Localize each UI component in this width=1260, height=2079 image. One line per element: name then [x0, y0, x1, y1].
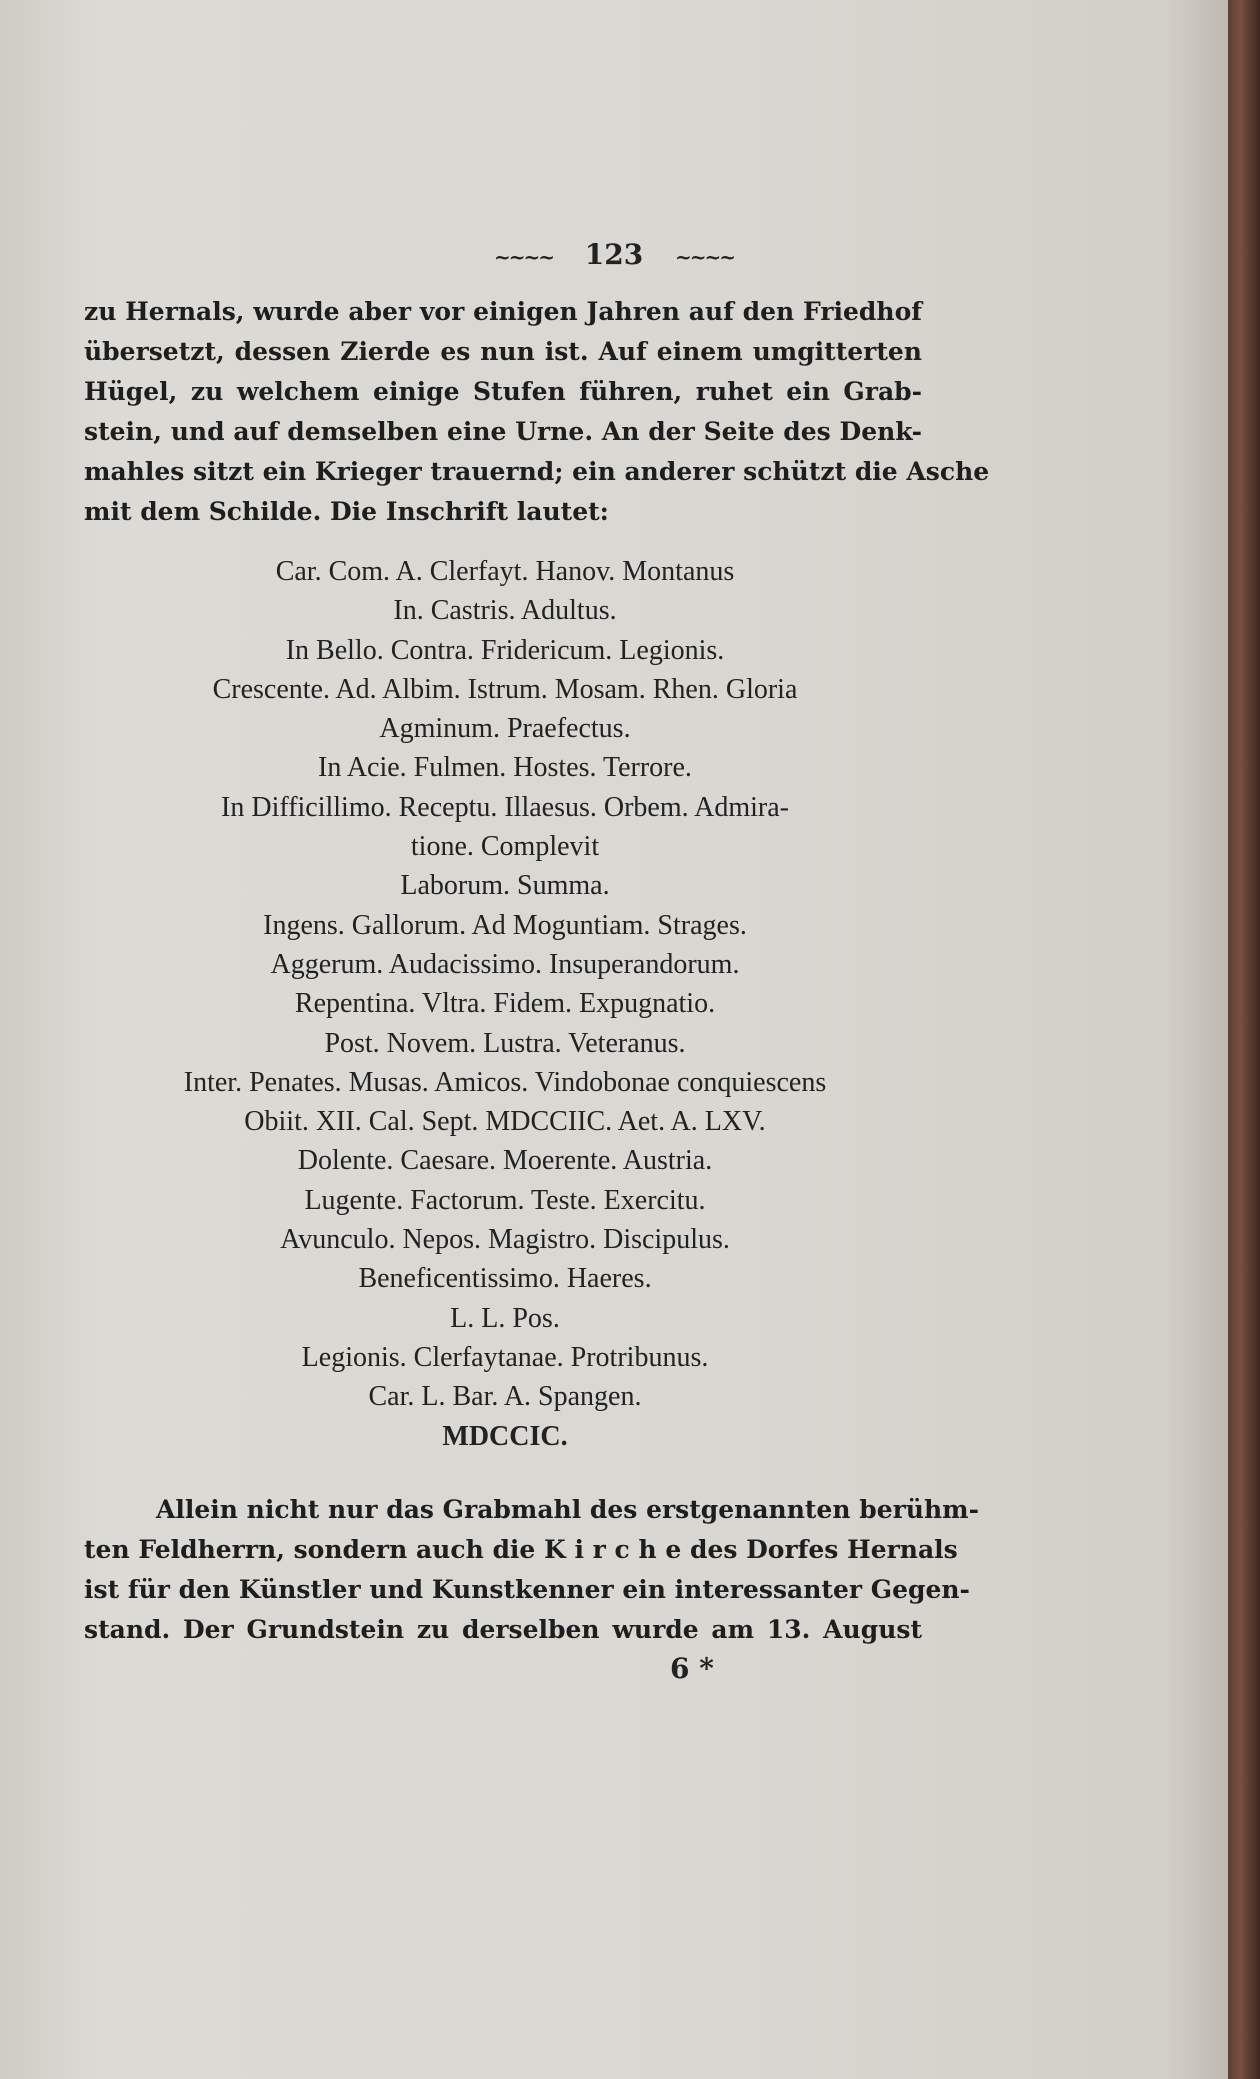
inscription-date: MDCCIC. [442, 1420, 568, 1452]
inscription-line: Ingens. Gallorum. Ad Moguntiam. Strages. [263, 909, 747, 941]
page-number: 123 [584, 238, 644, 271]
page-header [0, 238, 1228, 271]
text-line: ist für den Künstler und Kunstkenner ein interessanter Gegen- [84, 1575, 970, 1604]
text-line: stand. Der Grundstein zu derselben wurde am 13. August [84, 1615, 922, 1644]
inscription-line: Inter. Penates. Musas. Amicos. Vindobonae conquiescens [183, 1066, 827, 1098]
inscription-line: Agminum. Praefectus. [379, 713, 631, 745]
inscription-line: In. Castris. Adultus. [393, 595, 617, 627]
inscription [60, 552, 950, 1456]
text-line: stein, und auf demselben eine Urne. An der Seite des Denk- [84, 417, 922, 446]
inscription-line: Beneficentissimo. Haeres. [358, 1263, 652, 1295]
inscription-line: Dolente. Caesare. Moerente. Austria. [297, 1145, 713, 1177]
ornament-right: ~~~~ [674, 245, 734, 269]
text-line: zu Hernals, wurde aber vor einigen Jahren auf den Friedhof [84, 297, 922, 326]
inscription-line: Lugente. Factorum. Teste. Exercitu. [304, 1184, 706, 1216]
text-line: übersetzt, dessen Zierde es nun ist. Auf einem umgitterten [84, 337, 922, 366]
book-binding-edge [1228, 0, 1260, 2079]
text-line: mit dem Schilde. Die Inschrift lautet: [84, 497, 609, 526]
inscription-line: Car. Com. A. Clerfayt. Hanov. Montanus [275, 556, 735, 587]
inscription-line: tione. Complevit [410, 831, 600, 863]
text-line: Allein nicht nur das Grabmahl des erstgenannten berühm- [156, 1495, 979, 1524]
ornament-left: ~~~~ [493, 245, 554, 269]
inscription-line: Repentina. Vltra. Fidem. Expugnatio. [294, 988, 716, 1020]
inscription-line: Legionis. Clerfaytanae. Protribunus. [301, 1341, 709, 1373]
inscription-line: In Difficillimo. Receptu. Illaesus. Orbem. Admira- [221, 791, 789, 823]
inscription-line: In Acie. Fulmen. Hostes. Terrore. [318, 752, 692, 784]
inscription-line: L. L. Pos. [450, 1302, 560, 1334]
inscription-line: Post. Novem. Lustra. Veteranus. [324, 1027, 686, 1059]
inscription-line: Car. L. Bar. A. Spangen. [368, 1381, 642, 1413]
inscription-line: Laborum. Summa. [400, 870, 610, 902]
inscription-line: Crescente. Ad. Albim. Istrum. Mosam. Rhen. Gloria [212, 673, 798, 705]
text-line: ten Feldherrn, sondern auch die K i r c h e des Dorfes Hernals [84, 1535, 958, 1564]
inscription-line: Avunculo. Nepos. Magistro. Discipulus. [280, 1224, 730, 1256]
inscription-line: Obiit. XII. Cal. Sept. MDCCIIC. Aet. A. LXV. [244, 1106, 766, 1138]
inscription-line: Aggerum. Audacissimo. Insuperandorum. [270, 948, 740, 980]
paragraph-church [84, 1490, 979, 1650]
text-line: mahles sitzt ein Krieger trauernd; ein anderer schützt die Asche [84, 457, 990, 486]
paragraph-intro [84, 292, 990, 532]
signature-mark: 6 * [670, 1652, 714, 1685]
inscription-line: In Bello. Contra. Fridericum. Legionis. [285, 634, 725, 666]
text-line: Hügel, zu welchem einige Stufen führen, ruhet ein Grab- [84, 377, 922, 406]
